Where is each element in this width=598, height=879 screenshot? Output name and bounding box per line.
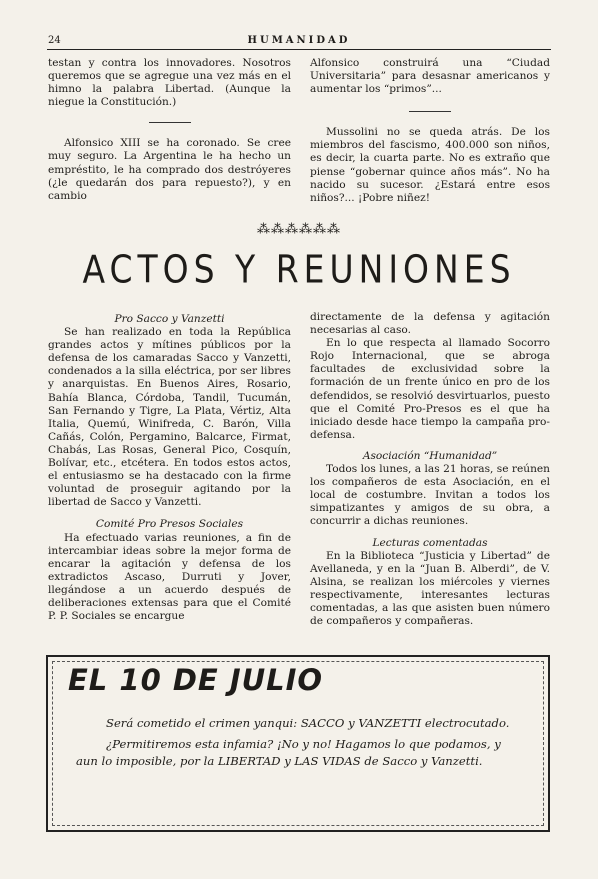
right-column-bottom	[310, 311, 550, 628]
subheading-comite: Comité Pro Presos Sociales	[95, 518, 244, 531]
header-rule	[47, 49, 551, 50]
masthead: HUMANIDAD	[247, 35, 351, 46]
separator	[409, 111, 451, 112]
article-alfonsico: Alfonsico XIII se ha coronado. Se cree muy seguro. La Argentina le ha hecho un empréstito, le ha comprado dos destróyeres (¿le quedarán dos para repuesto?), y en cambio	[48, 137, 291, 202]
section-title: ACTOS Y REUNIONES	[82, 247, 516, 292]
article-continuation: testan y contra los innovadores. Nosotros queremos que se agregue una vez más en el himno la palabra Libertad. (Aunque la niegue la Constitución.)	[48, 57, 291, 109]
ornament-divider: ⁂⁂⁂⁂⁂⁂	[257, 222, 341, 237]
left-column-top	[48, 57, 291, 203]
left-column-bottom	[48, 313, 291, 623]
right-column-top	[310, 57, 550, 205]
subheading-lecturas: Lecturas comentadas	[372, 536, 488, 549]
box-headline: EL 10 DE JULIO	[68, 663, 324, 697]
article-comite-continued: directamente de la defensa y agitación necesarias al caso.	[310, 311, 550, 337]
box-line-1: Será cometido el crimen yanqui: SACCO y VANZETTI electrocutado.	[106, 716, 510, 730]
page-header	[48, 35, 550, 49]
article-asociacion: Todos los lunes, a las 21 horas, se reúnen los compañeros de esta Asociación, en el local de costumbre. Invitan a todos los simpatizantes y amigos de su obra, a concurrir a dichas reuniones.	[310, 463, 550, 528]
box-text	[76, 715, 526, 774]
subheading-asociacion: Asociación “Humanidad”	[362, 449, 498, 462]
announcement-box	[46, 655, 550, 832]
article-alfonsico-continued: Alfonsico construirá una “Ciudad Universitaria” para desasnar americanos y aumentar los “primos”...	[310, 57, 550, 96]
article-lecturas: En la Biblioteca “Justicia y Libertad” de Avellaneda, y en la “Juan B. Alberdi”, de V. Alsina, se realizan los miércoles y viernes respectivamente, interesantes lecturas comentadas, a las que asisten buen número de compañeros y compañeras.	[310, 549, 550, 628]
subheading-pro-sacco: Pro Sacco y Vanzetti	[114, 313, 225, 325]
separator	[149, 122, 191, 123]
article-comite: Ha efectuado varias reuniones, a fin de intercambiar ideas sobre la mejor forma de encarar la agitación y defensa de los extradictos Ascaso, Durruti y Jover, llegándose a un acuerdo después de deliberaciones extensas para que el Comité P. P. Sociales se encargue	[48, 531, 291, 623]
article-pro-sacco: Se han realizado en toda la República grandes actos y mítines públicos por la defensa de los camaradas Sacco y Vanzetti, condenados a la silla eléctrica, por ser libres y anarquistas. En Buenos Aires, Rosario, Bahía Blanca, Córdoba, Tandil, Tucumán, San Fernando y Tigre, La Plata, Vértiz, Alta Italia, Quemú, Winifreda, C. Barón, Villa Cañás, Colón, Pergamino, Balcarce, Firmat, Chabás, Las Rosas, General Pico, Cosquín, Bolívar, etc., etcétera. En todos estos actos, el entusiasmo se ha destacado con la firme voluntad de proseguir agitando por la libertad de Sacco y Vanzetti.	[48, 326, 291, 509]
page-number: 24	[48, 35, 61, 46]
box-line-2: ¿Permitiremos esta infamia? ¡No y no! Hagamos lo que podamos, y aun lo imposible, por la LIBERTAD y LAS VIDAS de Sacco y Vanzetti.	[76, 737, 501, 768]
article-mussolini: Mussolini no se queda atrás. De los miembros del fascismo, 400.000 son niños, es decir, la cuarta parte. No es extraño que piense “gobernar quince años más”. No ha nacido su sucesor. ¿Estará entre esos niños?... ¡Pobre niñez!	[310, 126, 550, 204]
article-socorro-rojo: En lo que respecta al llamado Socorro Rojo Internacional, que se abroga facultades de exclusividad sobre la formación de un frente único en pro de los defendidos, se resolvió desvirtuarlos, puesto que el Comité Pro-Presos es el que ha iniciado desde hace tiempo la campaña pro-defensa.	[310, 337, 550, 441]
